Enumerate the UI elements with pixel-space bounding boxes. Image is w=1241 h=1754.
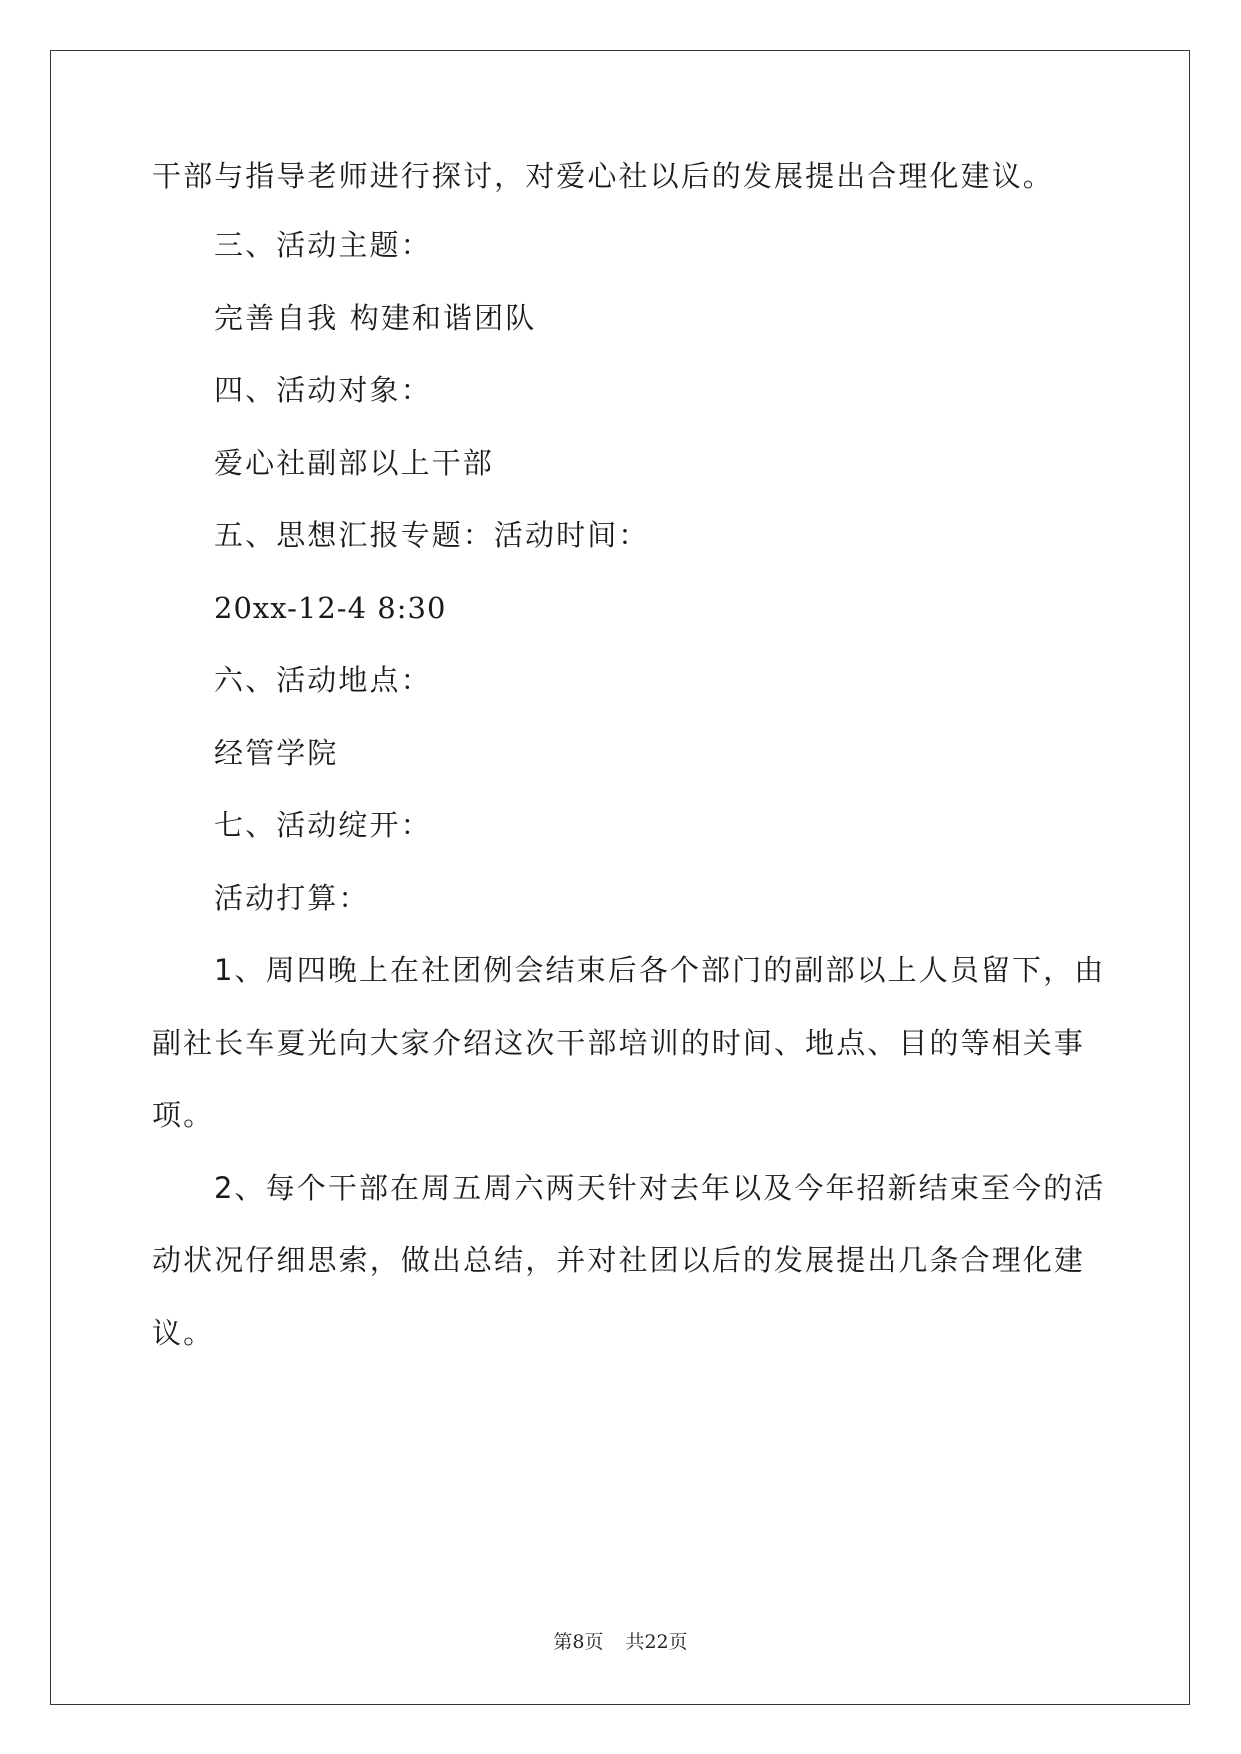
plan-item-1-line-1: 1、周四晚上在社团例会结束后各个部门的副部以上人员留下，由 — [214, 953, 1106, 987]
body-line-1: 干部与指导老师进行探讨，对爱心社以后的发展提出合理化建议。 — [152, 159, 1054, 193]
activity-plan-heading: 活动打算： — [214, 881, 370, 915]
section-heading-3: 三、活动主题： — [214, 228, 432, 262]
section-heading-5: 五、思想汇报专题：活动时间： — [214, 518, 650, 552]
activity-target: 爱心社副部以上干部 — [214, 446, 494, 480]
activity-time: 20xx-12-4 8:30 — [214, 591, 447, 625]
plan-item-1-line-3: 项。 — [152, 1098, 215, 1132]
plan-item-1-line-2: 副社长车夏光向大家介绍这次干部培训的时间、地点、目的等相关事 — [152, 1026, 1086, 1060]
activity-location: 经管学院 — [214, 736, 339, 770]
activity-theme: 完善自我 构建和谐团队 — [214, 301, 537, 335]
page-number: 第8页 — [553, 1631, 604, 1653]
section-heading-4: 四、活动对象： — [214, 373, 432, 407]
plan-item-2-line-2: 动状况仔细思索，做出总结，并对社团以后的发展提出几条合理化建 — [152, 1243, 1086, 1277]
section-heading-7: 七、活动绽开： — [214, 808, 432, 842]
page-footer — [0, 1630, 1241, 1654]
plan-item-2-line-3: 议。 — [152, 1316, 215, 1350]
plan-item-2-line-1: 2、每个干部在周五周六两天针对去年以及今年招新结束至今的活 — [214, 1171, 1106, 1205]
section-heading-6: 六、活动地点： — [214, 663, 432, 697]
page-total: 共22页 — [625, 1631, 688, 1653]
